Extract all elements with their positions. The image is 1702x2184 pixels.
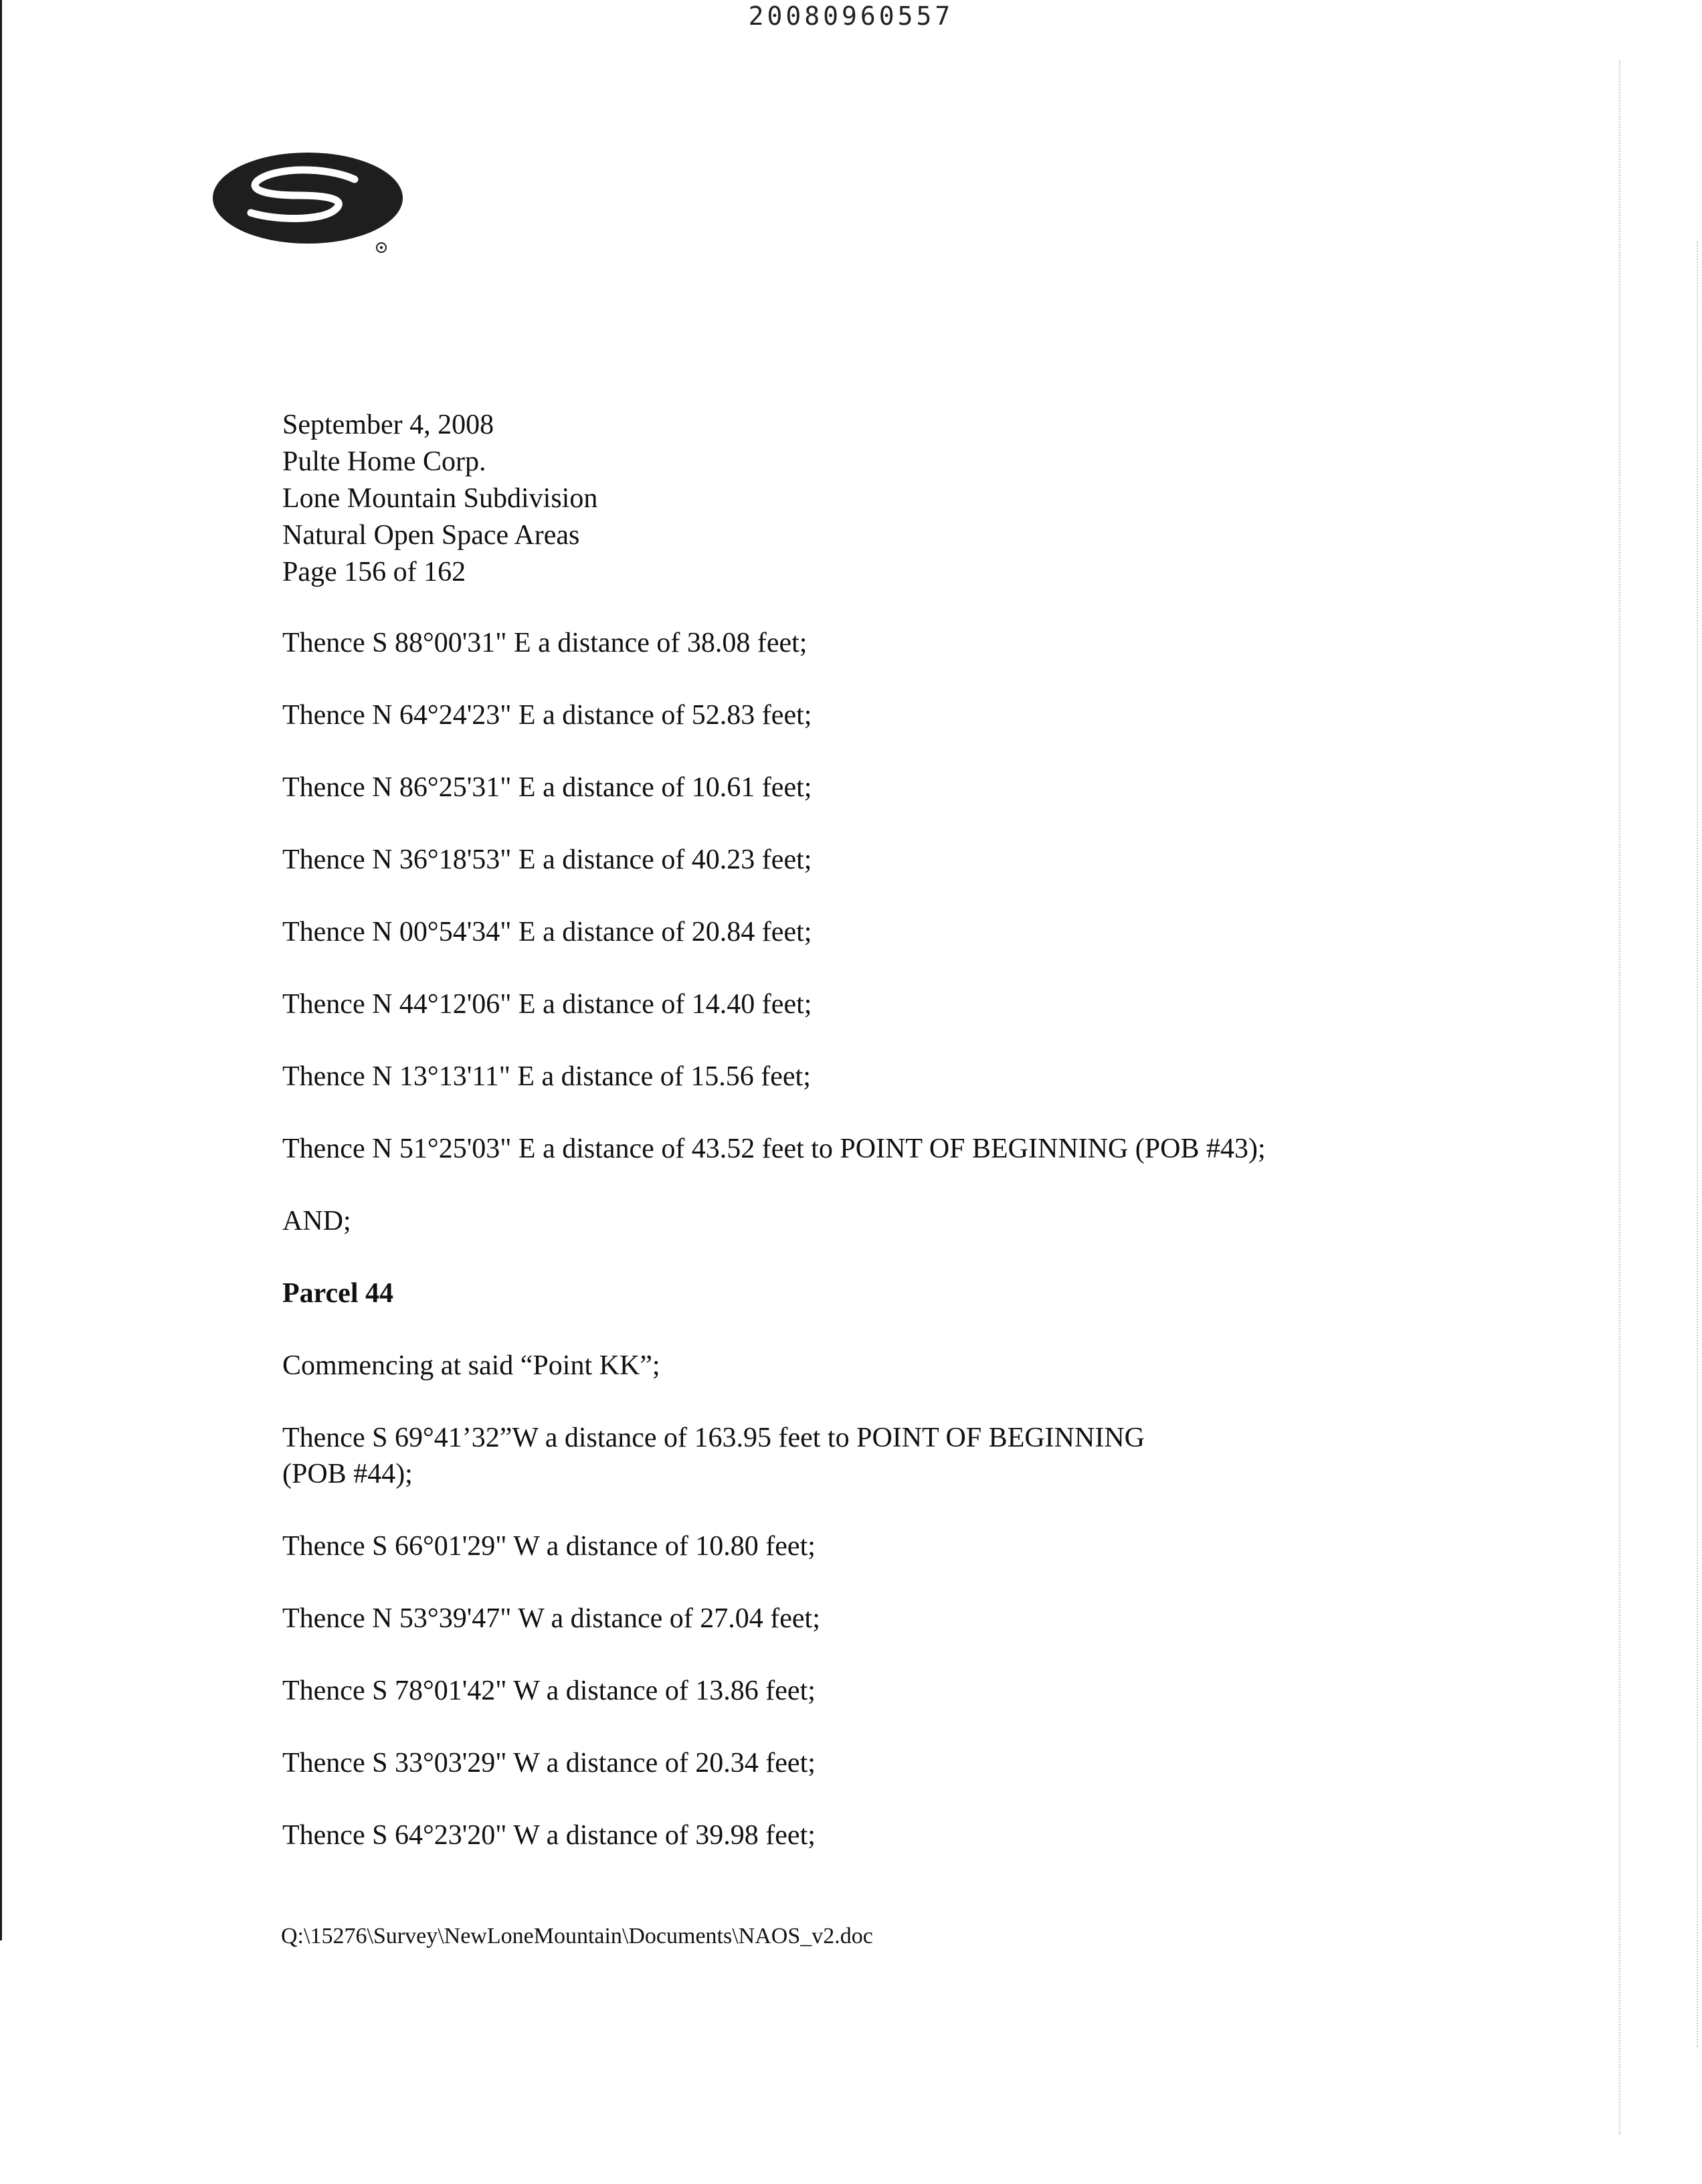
header-line: September 4, 2008 <box>282 410 494 440</box>
legal-description-paragraph: Thence N 44°12'06" E a distance of 14.40 feet; <box>282 989 812 1020</box>
recording-document-number: 20080960557 <box>748 1 954 31</box>
legal-description-paragraph: Thence S 33°03'29" W a distance of 20.34 feet; <box>282 1748 816 1779</box>
scan-right-edge-rule <box>1697 241 1698 2047</box>
footer-file-path: Q:\15276\Survey\NewLoneMountain\Documents\NAOS_v2.doc <box>281 1924 873 1948</box>
legal-description-paragraph: Thence N 36°18'53" E a distance of 40.23 feet; <box>282 844 812 875</box>
legal-description-paragraph: Thence S 88°00'31" E a distance of 38.08 feet; <box>282 628 808 658</box>
legal-description-paragraph: AND; <box>282 1206 351 1237</box>
scan-left-edge <box>0 0 2 1940</box>
header-line: Pulte Home Corp. <box>282 446 486 477</box>
legal-description-paragraph: Thence S 78°01'42" W a distance of 13.86 feet; <box>282 1675 816 1706</box>
header-line: Page 156 of 162 <box>282 557 466 587</box>
document-body <box>282 625 1607 1890</box>
legal-description-paragraph: Thence N 86°25'31" E a distance of 10.61 feet; <box>282 772 812 803</box>
legal-description-paragraph: Commencing at said “Point KK”; <box>282 1350 660 1381</box>
legal-description-paragraph: Thence N 53°39'47" W a distance of 27.04 feet; <box>282 1603 820 1634</box>
header-line: Natural Open Space Areas <box>282 520 580 551</box>
legal-description-paragraph: Thence S 66°01'29" W a distance of 10.80 feet; <box>282 1531 816 1562</box>
document-header <box>282 407 597 591</box>
header-line: Lone Mountain Subdivision <box>282 483 598 514</box>
parcel-heading: Parcel 44 <box>282 1278 393 1309</box>
legal-description-paragraph: Thence S 64°23'20" W a distance of 39.98 feet; <box>282 1820 816 1851</box>
legal-description-paragraph: Thence N 13°13'11" E a distance of 15.56 feet; <box>282 1061 811 1092</box>
legal-description-paragraph: Thence N 00°54'34" E a distance of 20.84 feet; <box>282 917 812 947</box>
legal-description-paragraph: Thence S 69°41’32”W a distance of 163.95 feet to POINT OF BEGINNING (POB #44); <box>282 1423 1145 1489</box>
legal-description-paragraph: Thence N 51°25'03" E a distance of 43.52 feet to POINT OF BEGINNING (POB #43); <box>282 1133 1266 1164</box>
scan-right-rule <box>1619 60 1620 2134</box>
legal-description-paragraph: Thence N 64°24'23" E a distance of 52.83 feet; <box>282 700 812 731</box>
company-s-logo-icon <box>211 146 411 260</box>
